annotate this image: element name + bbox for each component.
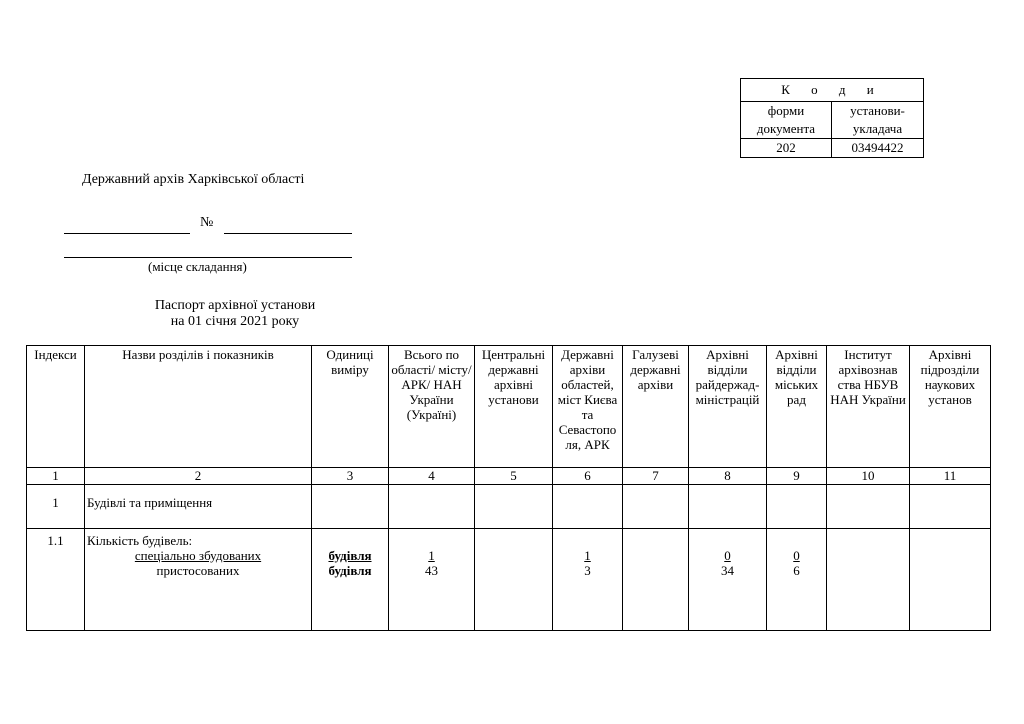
empty-cell: [827, 485, 910, 529]
codes-box: [740, 78, 924, 158]
empty-cell: [623, 529, 689, 631]
number-blank-line: [224, 233, 352, 234]
row-name-line3: пристосованих: [156, 563, 240, 578]
fraction: [721, 548, 734, 578]
empty-cell: [767, 485, 827, 529]
number-sign: №: [200, 215, 214, 230]
title-line2: на 01 січня 2021 року: [170, 314, 300, 329]
fraction-top: 0: [724, 548, 731, 563]
empty-cell: [475, 529, 553, 631]
document-title: [120, 298, 350, 330]
fraction-top: 0: [793, 548, 800, 563]
table-row: [27, 529, 991, 631]
header-district: Архівні відділи райдержад-міністрацій: [689, 346, 767, 468]
fraction-top: 1: [584, 548, 591, 563]
row-index: 1.1: [27, 529, 85, 631]
row-units: [312, 529, 389, 631]
col-number: 10: [827, 468, 910, 485]
total-value: [389, 529, 475, 631]
col-number: 5: [475, 468, 553, 485]
header-units: Одиниці виміру: [312, 346, 389, 468]
header-city: Архівні відділи міських рад: [767, 346, 827, 468]
fraction: [793, 548, 800, 578]
organization-name: Державний архів Харківської області: [82, 172, 305, 187]
codes-header: К о д и: [741, 79, 924, 102]
unit-line2: будівля: [328, 563, 372, 578]
regional-value: [553, 529, 623, 631]
row-name: Будівлі та приміщення: [85, 485, 312, 529]
col-number: 7: [623, 468, 689, 485]
header-branch: Галузеві державні архіви: [623, 346, 689, 468]
fraction-top: 1: [428, 548, 435, 563]
header-research: Архівні підрозділи наукових установ: [910, 346, 991, 468]
row-name: [85, 529, 312, 631]
fraction: [584, 548, 591, 578]
fraction-bottom: 3: [584, 563, 591, 578]
col-number: 6: [553, 468, 623, 485]
empty-cell: [623, 485, 689, 529]
col-number: 3: [312, 468, 389, 485]
fraction: [425, 548, 438, 578]
form-code-label-line2: документа: [756, 121, 816, 136]
row-name-line2: спеціально збудованих: [134, 548, 262, 563]
city-value: [767, 529, 827, 631]
col-number: 4: [389, 468, 475, 485]
form-code-label-line1: форми: [767, 103, 805, 118]
inst-code-label: [832, 102, 924, 139]
header-indices: Індекси: [27, 346, 85, 468]
empty-cell: [827, 529, 910, 631]
header-row: [27, 346, 991, 468]
district-value: [689, 529, 767, 631]
empty-cell: [389, 485, 475, 529]
header-central: Центральні державні архівні установи: [475, 346, 553, 468]
row-index: 1: [27, 485, 85, 529]
header-names: Назви розділів і показників: [85, 346, 312, 468]
unit-line1: будівля: [328, 548, 372, 563]
date-blank-line: [64, 233, 190, 234]
col-number: 9: [767, 468, 827, 485]
col-number: 8: [689, 468, 767, 485]
title-line1: Паспорт архівної установи: [154, 298, 316, 313]
empty-cell: [689, 485, 767, 529]
empty-cell: [910, 529, 991, 631]
table-row: [27, 485, 991, 529]
fraction-bottom: 34: [721, 563, 734, 578]
col-number: 11: [910, 468, 991, 485]
inst-code-label-line1: установи-: [850, 103, 905, 118]
form-code-value: 202: [741, 139, 832, 158]
empty-cell: [475, 485, 553, 529]
row-name-line1: Кількість будівель:: [87, 533, 193, 548]
place-label: (місце складання): [148, 259, 247, 274]
form-code-label: [741, 102, 832, 139]
empty-cell: [553, 485, 623, 529]
inst-code-value: 03494422: [832, 139, 924, 158]
column-numbers-row: [27, 468, 991, 485]
empty-cell: [910, 485, 991, 529]
fraction-bottom: 43: [425, 563, 438, 578]
empty-cell: [312, 485, 389, 529]
header-regional: Державні архіви областей, міст Києва та Севастопо ля, АРК: [553, 346, 623, 468]
place-blank-line: [64, 257, 352, 258]
header-total: Всього по області/ місту/АРК/ НАН України (Україні): [389, 346, 475, 468]
col-number: 2: [85, 468, 312, 485]
col-number: 1: [27, 468, 85, 485]
inst-code-label-line2: укладача: [852, 121, 903, 136]
fraction-bottom: 6: [793, 563, 800, 578]
header-institute: Інститут архівознав ства НБУВ НАН України: [827, 346, 910, 468]
passport-table: [26, 345, 991, 631]
